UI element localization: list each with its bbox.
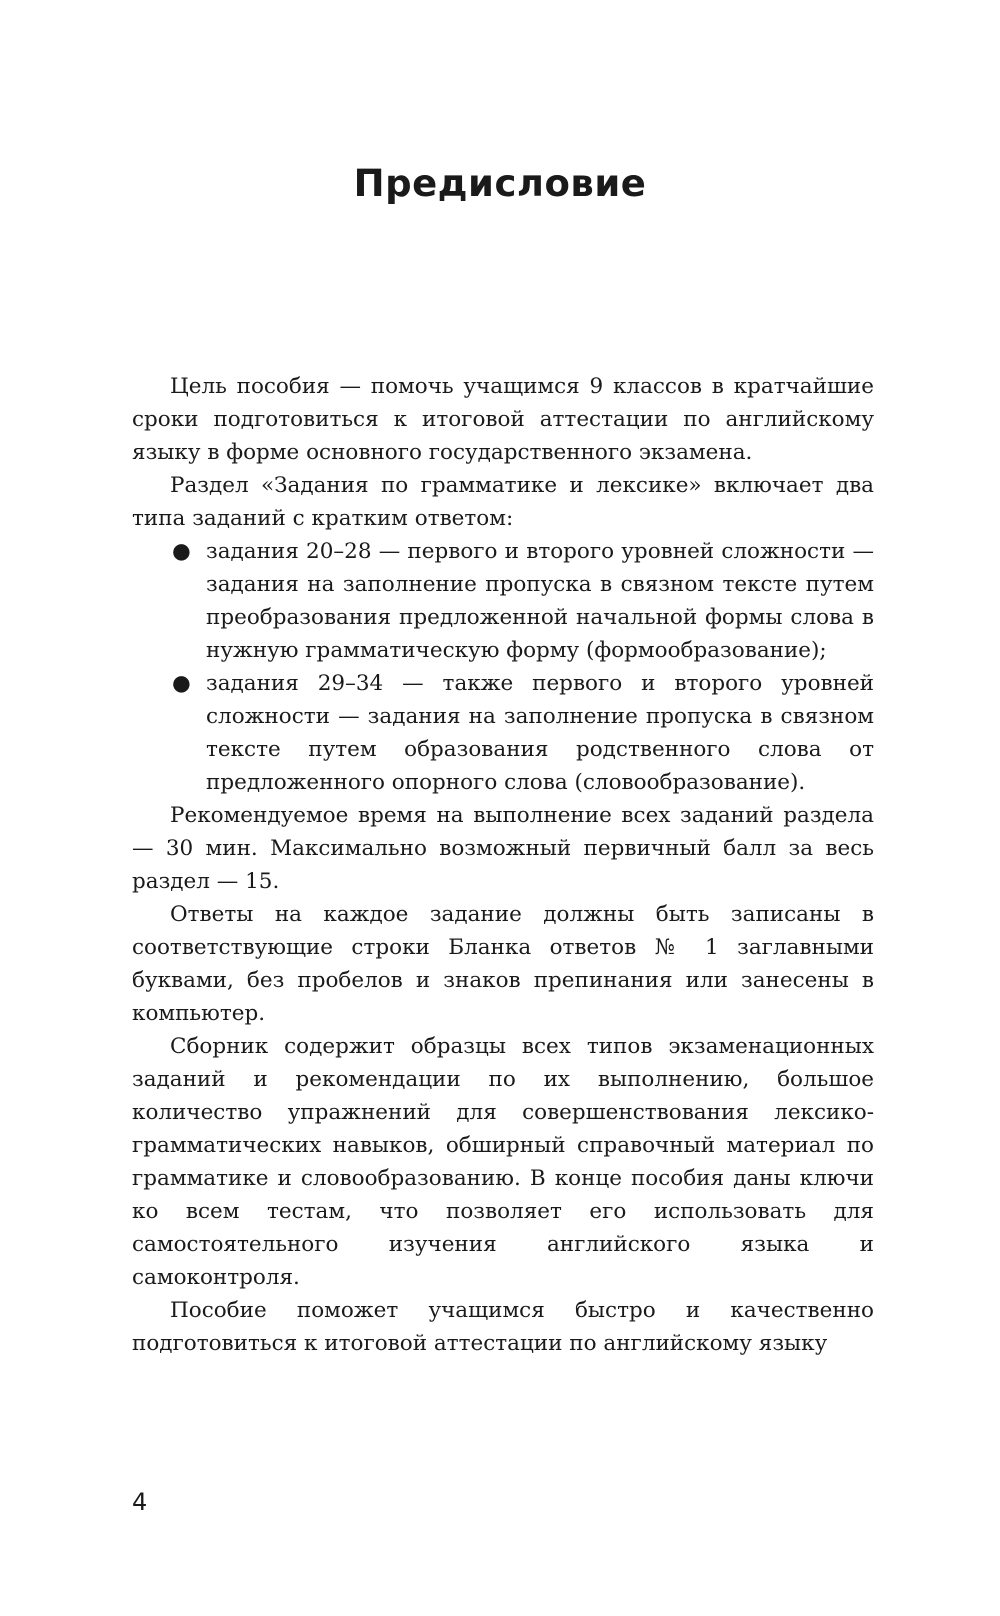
task-types-list [132,535,874,799]
list-item [132,667,874,799]
paragraph-section-intro: Раздел «Задания по грамматике и лексике» включает два типа заданий с кратким ответом: [132,473,874,531]
page-title: Предисловие [353,162,647,205]
paragraph-contents: Сборник содержит образцы всех типов экзаменационных заданий и рекомендации по их выполнению, большое количество упражнений для совершенствования лексико-грамматических навыков, обширный справочный материал по грамматике и словообразованию. В конце пособия даны ключи ко всем тестам, что позволяет его использовать для самостоятельного изучения английского языка и самоконтроля. [132,1034,874,1290]
paragraph-answers: Ответы на каждое задание должны быть записаны в соответствующие строки Бланка ответов № 1 заглавными буквами, без пробелов и знаков препинания или занесены в компьютер. [132,902,874,1026]
paragraph-conclusion: Пособие поможет учащимся быстро и качественно подготовиться к итоговой аттестации по английскому языку [132,1298,874,1356]
list-item-text: задания 29–34 — также первого и второго уровней сложности — задания на заполнение пропуска в связном тексте путем образования родственного слова от предложенного опорного слова (словообразование). [206,671,874,795]
bullet-icon: ● [172,671,191,696]
list-item-text: задания 20–28 — первого и второго уровней сложности — задания на заполнение пропуска в связном тексте путем преобразования предложенной начальной формы слова в нужную грамматическую форму (формообразование); [206,539,874,663]
list-item [132,535,874,667]
paragraph-purpose: Цель пособия — помочь учащимся 9 классов в кратчайшие сроки подготовиться к итоговой аттестации по английскому языку в форме основного государственного экзамена. [132,374,874,465]
body-text [132,370,874,1360]
page-number: 4 [132,1488,148,1516]
paragraph-time: Рекомендуемое время на выполнение всех заданий раздела — 30 мин. Максимально возможный первичный балл за весь раздел — 15. [132,803,874,894]
bullet-icon: ● [172,539,191,564]
